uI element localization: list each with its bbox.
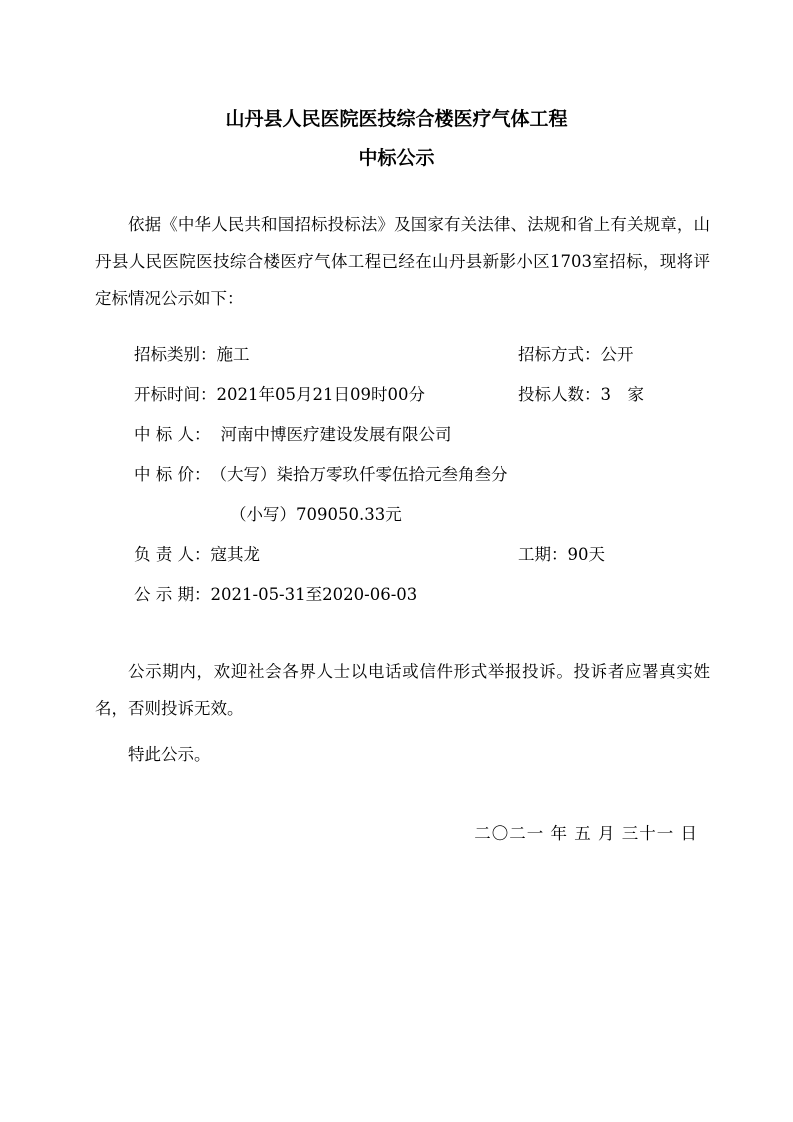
bid-method-value: 公开 xyxy=(600,345,634,364)
price-upper-value: （大写）柒拾万零玖仟零伍拾元叁角叁分 xyxy=(210,465,508,484)
duration-label: 工期： xyxy=(518,545,568,564)
winner-value: 河南中博医疗建设发展有限公司 xyxy=(220,425,452,444)
price-row xyxy=(134,463,714,487)
closing-line: 特此公示。 xyxy=(128,745,211,764)
bidders-value: 3 家 xyxy=(600,385,644,404)
open-time-value: 2021年05月21日09时00分 xyxy=(216,385,425,404)
duration-field xyxy=(518,543,605,567)
bid-method-field xyxy=(518,343,634,367)
manager-value: 寇其龙 xyxy=(210,545,260,564)
document-subtitle: 中标公示 xyxy=(358,147,435,169)
bid-type-label: 招标类别： xyxy=(134,345,217,364)
period-label: 公 示 期： xyxy=(134,585,211,604)
bidders-label: 投标人数： xyxy=(518,385,601,404)
open-time-row xyxy=(134,383,714,407)
issue-date: 二〇二一 年 五 月 三十一 日 xyxy=(474,824,698,843)
bid-method-label: 招标方式： xyxy=(518,345,601,364)
price-lower-row xyxy=(134,503,714,527)
manager-row xyxy=(134,543,714,567)
bidders-field xyxy=(518,383,644,407)
bid-type-value: 施工 xyxy=(216,345,250,364)
price-label: 中 标 价： xyxy=(134,465,211,484)
document-title: 山丹县人民医院医技综合楼医疗气体工程 xyxy=(225,108,568,130)
duration-value: 90天 xyxy=(567,545,605,564)
bid-type-row xyxy=(134,343,714,367)
open-time-label: 开标时间： xyxy=(134,385,217,404)
manager-label: 负 责 人： xyxy=(134,545,211,564)
winner-row xyxy=(134,423,714,447)
notice-paragraph: 公示期内，欢迎社会各界人士以电话或信件形式举报投诉。投诉者应署真实姓名，否则投诉无效。 xyxy=(95,662,710,718)
period-row xyxy=(134,583,714,607)
price-lower-value: （小写）709050.33元 xyxy=(230,505,402,524)
intro-paragraph: 依据《中华人民共和国招标投标法》及国家有关法律、法规和省上有关规章，山丹县人民医院医技综合楼医疗气体工程已经在山丹县新影小区1703室招标，现将评定标情况公示如下： xyxy=(95,215,710,308)
period-value: 2021-05-31至2020-06-03 xyxy=(210,585,418,604)
winner-label: 中 标 人： xyxy=(134,425,211,444)
